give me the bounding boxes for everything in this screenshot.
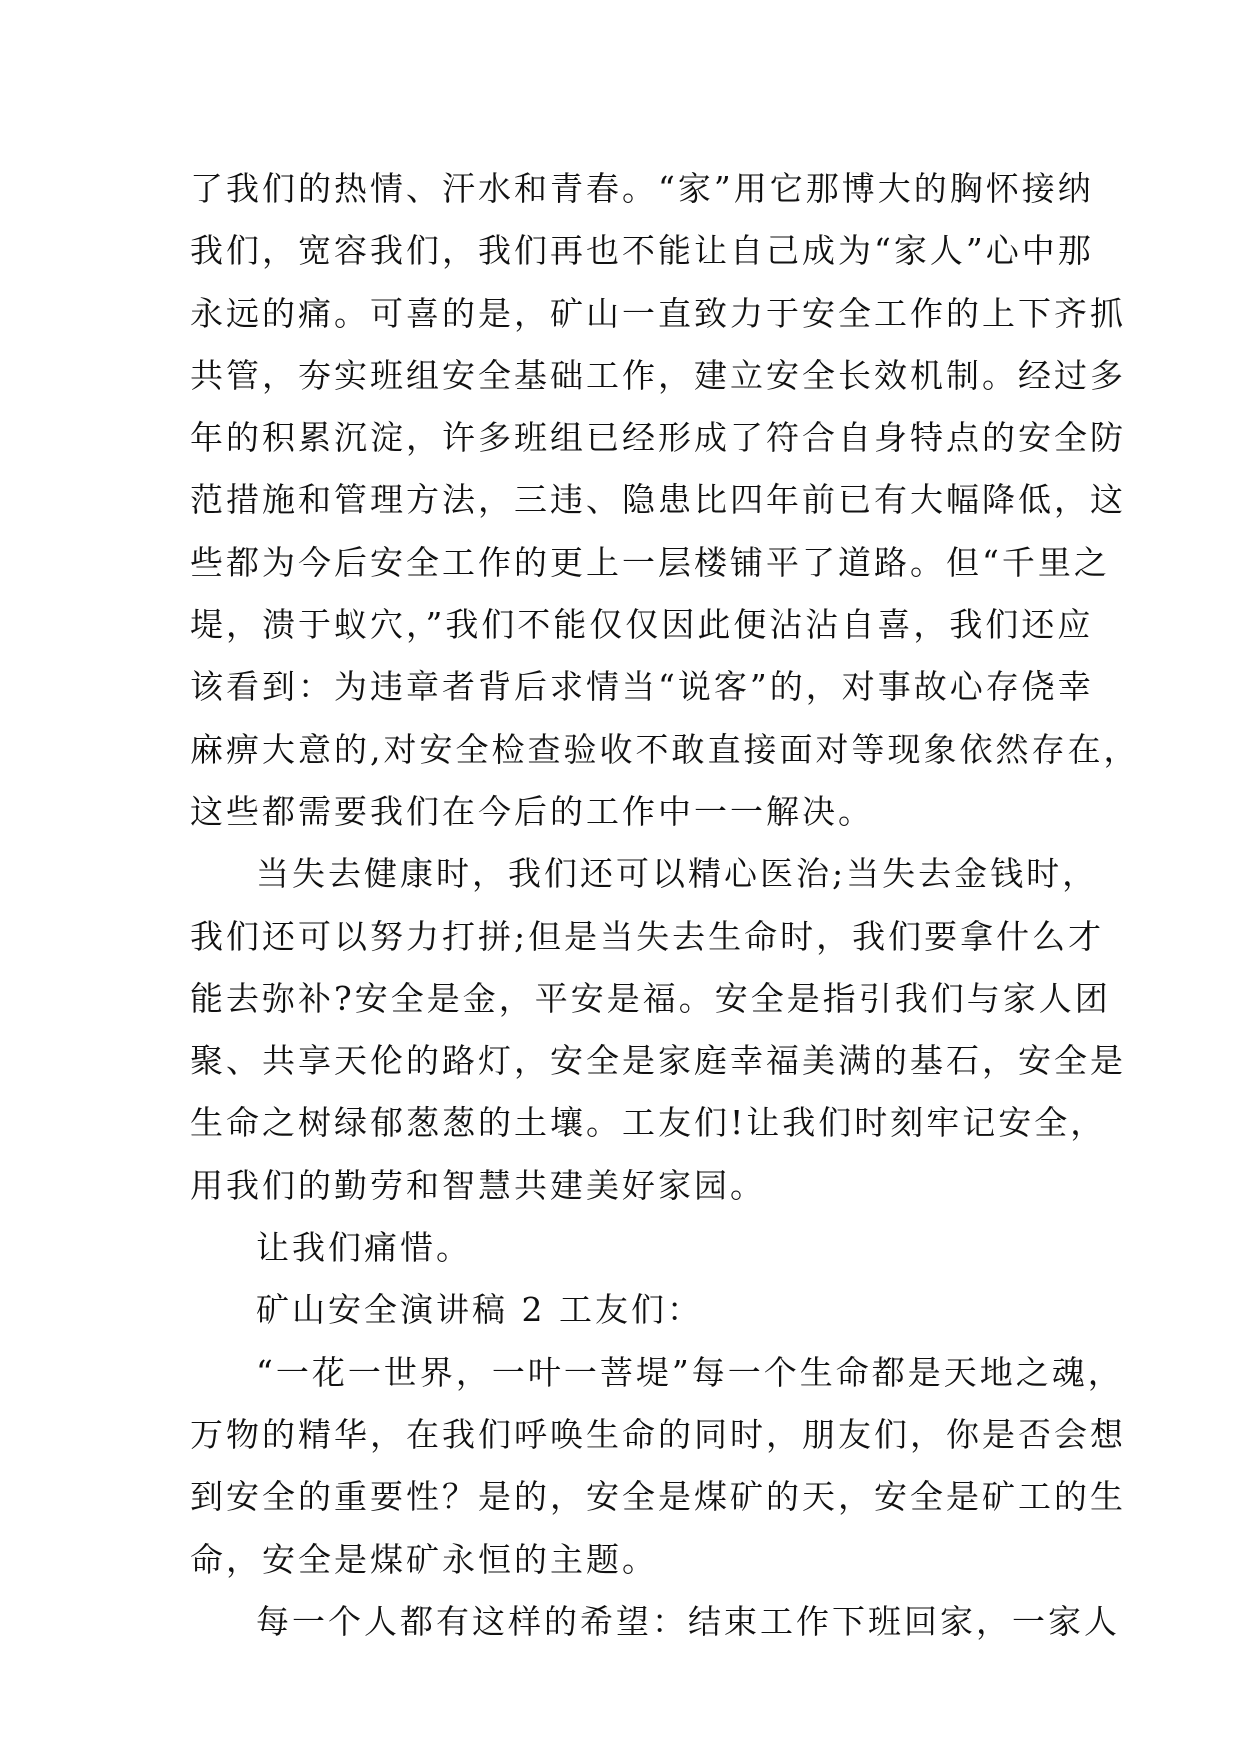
paragraph-start-line: 当失去健康时，我们还可以精心医治;当失去金钱时， xyxy=(256,854,1099,894)
text-line: 年的积累沉淀，许多班组已经形成了符合自身特点的安全防 xyxy=(190,418,1126,458)
text-line: 万物的精华，在我们呼唤生命的同时，朋友们，你是否会想 xyxy=(190,1414,1126,1454)
text-line: 命，安全是煤矿永恒的主题。 xyxy=(190,1539,658,1579)
text-line: 生命之树绿郁葱葱的土壤。工友们!让我们时刻牢记安全， xyxy=(190,1103,1107,1143)
text-line: 麻痹大意的,对安全检查验收不敢直接面对等现象依然存在， xyxy=(190,729,1140,769)
text-line: 我们还可以努力打拼;但是当失去生命时，我们要拿什么才 xyxy=(190,916,1105,956)
text-line: 些都为今后安全工作的更上一层楼铺平了道路。但“千里之 xyxy=(190,542,1110,582)
paragraph-start-line: 每一个人都有这样的希望：结束工作下班回家，一家人 xyxy=(256,1601,1120,1641)
text-line: 永远的痛。可喜的是，矿山一直致力于安全工作的上下齐抓 xyxy=(190,293,1126,333)
text-line: 我们，宽容我们，我们再也不能让自己成为“家人”心中那 xyxy=(190,231,1094,271)
text-line: 聚、共享天伦的路灯，安全是家庭幸福美满的基石，安全是 xyxy=(190,1041,1126,1081)
text-line: 共管，夯实班组安全基础工作，建立安全长效机制。经过多 xyxy=(190,355,1126,395)
text-line: 了我们的热情、汗水和青春。“家”用它那博大的胸怀接纳 xyxy=(190,169,1094,208)
section-heading-line: 矿山安全演讲稿 2 工友们： xyxy=(256,1290,703,1330)
text-line: 范措施和管理方法，三违、隐患比四年前已有大幅降低，这 xyxy=(190,480,1126,520)
text-line: 能去弥补?安全是金，平安是福。安全是指引我们与家人团 xyxy=(190,978,1111,1018)
text-line: 该看到：为违章者背后求情当“说客”的，对事故心存侥幸 xyxy=(190,667,1094,707)
paragraph-start-line: “一花一世界，一叶一菩堤”每一个生命都是天地之魂， xyxy=(256,1352,1124,1392)
text-line: 这些都需要我们在今后的工作中一一解决。 xyxy=(190,791,874,831)
paragraph-start-line: 让我们痛惜。 xyxy=(256,1228,472,1268)
text-line: 到安全的重要性？是的，安全是煤矿的天，安全是矿工的生 xyxy=(190,1477,1126,1517)
text-line: 用我们的勤劳和智慧共建美好家园。 xyxy=(190,1165,766,1205)
text-line: 堤，溃于蚁穴，”我们不能仅仅因此便沾沾自喜，我们还应 xyxy=(190,605,1094,645)
body-text xyxy=(190,158,1140,1653)
